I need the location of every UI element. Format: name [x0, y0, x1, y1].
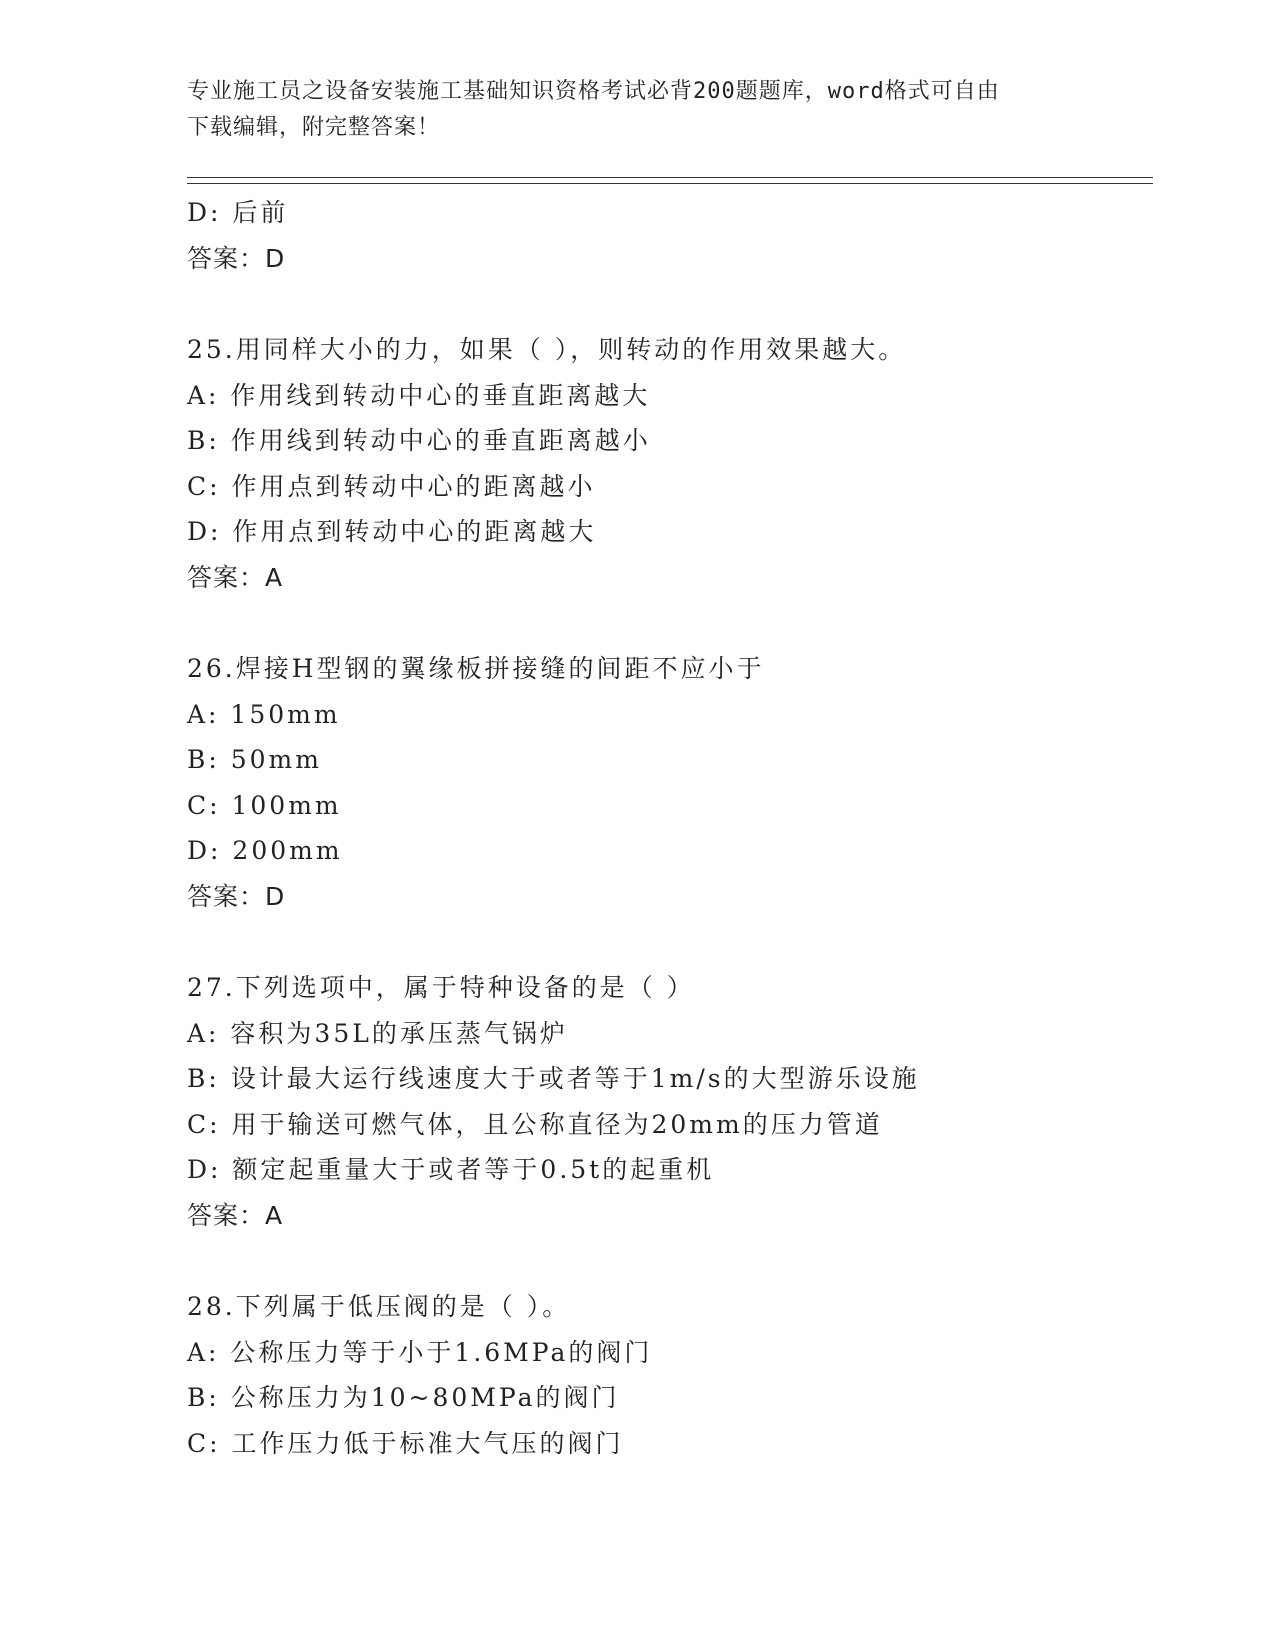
option-a: A: 公称压力等于小于1.6MPa的阀门	[187, 1337, 653, 1367]
option-b: B: 50mm	[187, 745, 322, 774]
answer: 答案：A	[187, 562, 284, 592]
question-stem: 27.下列选项中，属于特种设备的是（ ）	[187, 973, 695, 1002]
option-a: A: 150mm	[187, 699, 341, 729]
question-stem: 25.用同样大小的力，如果（ ），则转动的作用效果越大。	[187, 335, 907, 364]
option-c: C: 工作压力低于标准大气压的阀门	[187, 1428, 624, 1458]
option-d: D: 200mm	[187, 836, 343, 865]
option-b: B: 公称压力为10~80MPa的阀门	[187, 1383, 620, 1412]
option-a: A: 容积为35L的承压蒸气锅炉	[187, 1018, 568, 1048]
option-a: A: 作用线到转动中心的垂直距离越大	[187, 380, 651, 410]
answer: 答案：D	[187, 881, 286, 911]
prev-answer: 答案：D	[187, 243, 286, 273]
document-header	[187, 74, 1087, 146]
option-b: B: 设计最大运行线速度大于或者等于1m/s的大型游乐设施	[187, 1064, 920, 1093]
option-c: C: 100mm	[187, 790, 342, 820]
header-line-2: 下载编辑，附完整答案！	[187, 115, 441, 140]
option-c: C: 作用点到转动中心的距离越小	[187, 471, 596, 501]
spacer	[187, 1238, 1153, 1284]
header-rule-top	[187, 177, 1153, 178]
prev-option-d: D: 后前	[187, 198, 289, 227]
question-stem: 28.下列属于低压阀的是（ ）。	[187, 1292, 571, 1321]
spacer	[187, 600, 1153, 646]
answer: 答案：A	[187, 1200, 284, 1230]
header-rule-bottom	[187, 183, 1153, 184]
header-line-1: 专业施工员之设备安装施工基础知识资格考试必背200题题库，word格式可自由	[187, 79, 1000, 104]
spacer	[187, 919, 1153, 965]
option-b: B: 作用线到转动中心的垂直距离越小	[187, 426, 651, 455]
spacer	[187, 281, 1153, 327]
option-d: D: 额定起重量大于或者等于0.5t的起重机	[187, 1155, 715, 1184]
question-list	[187, 190, 1153, 1466]
option-d: D: 作用点到转动中心的距离越大	[187, 517, 597, 546]
option-c: C: 用于输送可燃气体，且公称直径为20mm的压力管道	[187, 1109, 883, 1139]
question-stem: 26.焊接H型钢的翼缘板拼接缝的间距不应小于	[187, 654, 765, 683]
